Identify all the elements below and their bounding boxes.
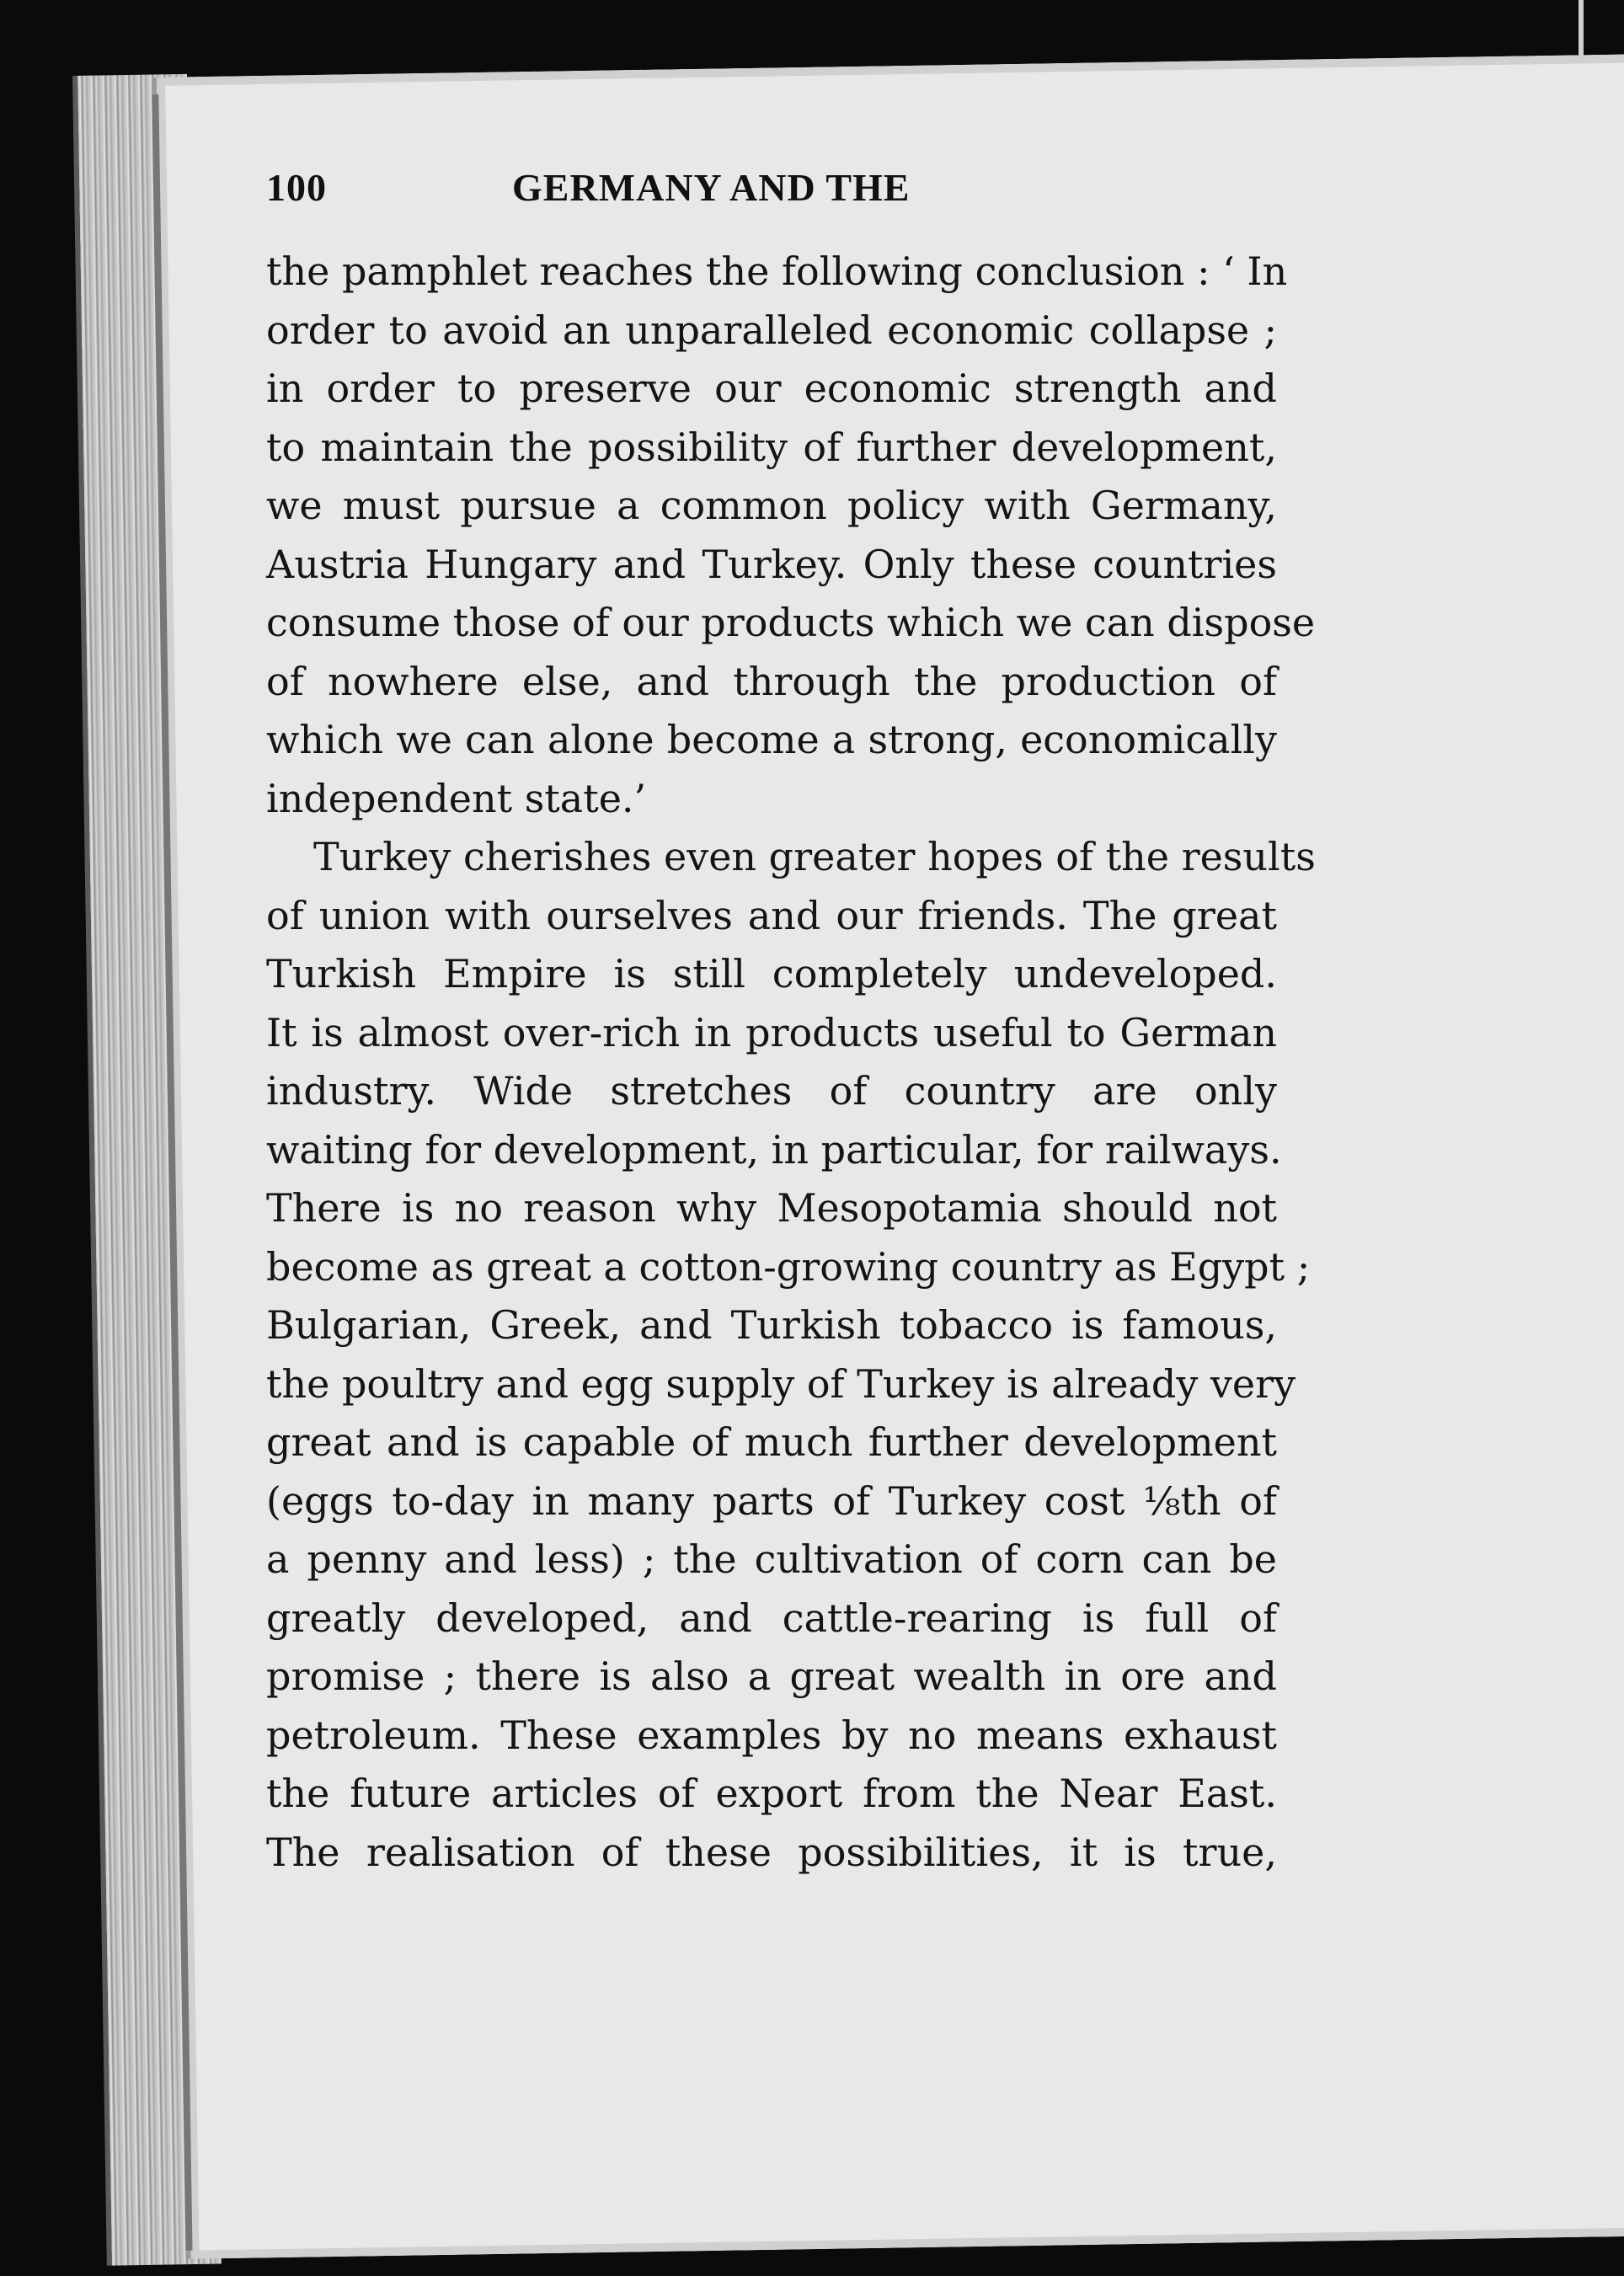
text-line: of nowhere else, and through the production of [266, 658, 1277, 704]
text-line: Bulgarian, Greek, and Turkish tobacco is famous, [266, 1302, 1277, 1348]
text-line: The realisation of these possibilities, it is true, [266, 1829, 1277, 1875]
text-line: a penny and less) ; the cultivation of corn can be [266, 1536, 1277, 1582]
text-line: the future articles of export from the Near East. [266, 1771, 1277, 1816]
binding-mark [1579, 0, 1584, 59]
running-head: GERMANY AND THE [512, 166, 911, 209]
text-line: promise ; there is also a great wealth in ore and [266, 1654, 1277, 1699]
text-line: independent state.’ [266, 775, 647, 821]
text-line: in order to preserve our economic strength and [266, 366, 1277, 411]
text-line: order to avoid an unparalleled economic collapse ; [266, 307, 1277, 353]
text-line: industry. Wide stretches of country are only [266, 1068, 1277, 1114]
text-line: consume those of our products which we can dispose [266, 600, 1316, 645]
text-line: (eggs to-day in many parts of Turkey cost ⅛th of [266, 1477, 1277, 1524]
text-line: waiting for development, in particular, for railways. [266, 1126, 1282, 1173]
text-line: Turkish Empire is still completely undeveloped. [266, 951, 1277, 996]
text-line: which we can alone become a strong, economically [266, 717, 1277, 762]
text-line: petroleum. These examples by no means exhaust [266, 1712, 1277, 1758]
text-line: Austria Hungary and Turkey. Only these countries [266, 541, 1277, 587]
body-text [266, 243, 1316, 1882]
text-line: the pamphlet reaches the following conclusion : ‘ In [266, 248, 1288, 294]
paragraph-first-line: Turkey cherishes even greater hopes of the results [313, 834, 1316, 879]
text-line: greatly developed, and cattle-rearing is full of [266, 1595, 1277, 1641]
text-line: It is almost over-rich in products useful to German [266, 1009, 1277, 1055]
page-number: 100 [266, 166, 327, 209]
text-line: great and is capable of much further development [266, 1419, 1277, 1465]
text-line: of union with ourselves and our friends. The great [266, 892, 1277, 938]
text-line: we must pursue a common policy with Germany, [266, 483, 1277, 528]
text-line: the poultry and egg supply of Turkey is already very [266, 1360, 1296, 1407]
text-line: There is no reason why Mesopotamia should not [266, 1185, 1277, 1231]
text-line: become as great a cotton-growing country as Egypt ; [266, 1243, 1311, 1290]
text-line: to maintain the possibility of further development, [266, 424, 1277, 470]
